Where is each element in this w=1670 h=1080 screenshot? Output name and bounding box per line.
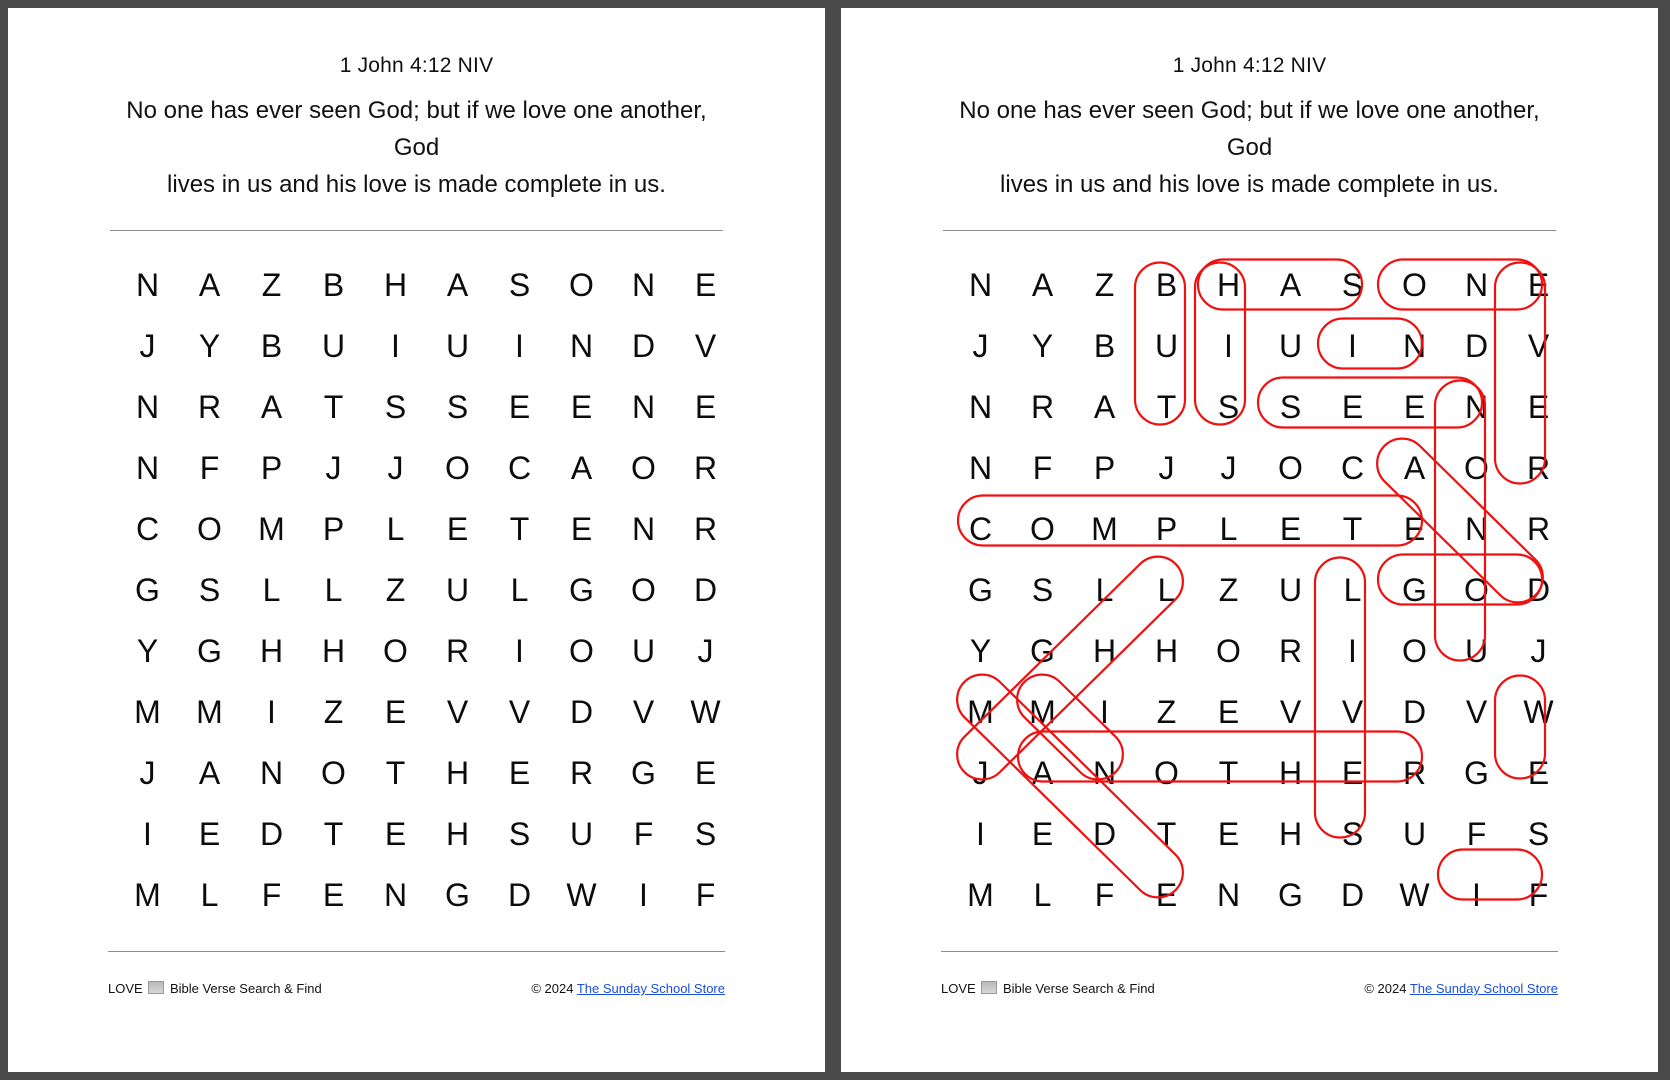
grid-cell: G [1030, 632, 1055, 669]
grid-cell: S [1341, 815, 1364, 852]
grid-cell: A [198, 754, 221, 791]
grid-cell: G [1464, 754, 1489, 791]
grid-cell: A [570, 449, 593, 486]
grid-cell: I [1348, 327, 1357, 364]
puzzle-page [8, 8, 825, 1072]
grid-cell: G [197, 632, 222, 669]
grid-cell: E [1217, 693, 1240, 730]
grid-cell: R [1278, 632, 1303, 669]
grid-cell: O [197, 510, 222, 547]
grid-cell: A [1279, 266, 1302, 303]
grid-cell: B [1155, 266, 1178, 303]
grid-cell: Z [261, 266, 282, 303]
grid-cell: G [968, 571, 993, 608]
grid-cell: U [1278, 571, 1303, 608]
grid-cell: U [1154, 327, 1179, 364]
grid-cell: C [968, 510, 993, 547]
grid-row [950, 438, 1570, 499]
grid-cell: T [1218, 754, 1239, 791]
grid-cell: E [1527, 754, 1550, 791]
grid-cell: L [1095, 571, 1114, 608]
grid-row [117, 804, 737, 865]
grid-cell: N [968, 388, 993, 425]
grid-cell: H [321, 632, 346, 669]
grid-cell: Y [969, 632, 992, 669]
grid-row [117, 377, 737, 438]
grid-cell: Z [385, 571, 406, 608]
grid-cell: I [1472, 876, 1481, 913]
grid-cell: F [261, 876, 282, 913]
grid-cell: B [322, 266, 345, 303]
grid-cell: E [1527, 388, 1550, 425]
grid-cell: E [1155, 876, 1178, 913]
grid-cell: R [693, 449, 718, 486]
grid-cell: J [139, 327, 156, 364]
grid-cell: E [446, 510, 469, 547]
grid-cell: E [1403, 388, 1426, 425]
verse-line-2: lives in us and his love is made complete in us. [1000, 171, 1499, 199]
grid-cell: V [1279, 693, 1302, 730]
letter-grid [950, 255, 1570, 926]
grid-row [117, 316, 737, 377]
grid-cell: R [1526, 510, 1551, 547]
grid-cell: N [631, 266, 656, 303]
grid-cell: N [631, 510, 656, 547]
grid-cell: S [1031, 571, 1054, 608]
grid-cell: T [323, 815, 344, 852]
grid-cell: C [507, 449, 532, 486]
grid-cell: H [1092, 632, 1117, 669]
grid-cell: O [1464, 449, 1489, 486]
grid-cell: R [1030, 388, 1055, 425]
grid-cell: I [639, 876, 648, 913]
grid-cell: T [1156, 815, 1177, 852]
grid-cell: U [1278, 327, 1303, 364]
grid-cell: F [1466, 815, 1487, 852]
page-footer [941, 980, 1558, 996]
grid-cell: O [1154, 754, 1179, 791]
grid-cell: O [1464, 571, 1489, 608]
grid-cell: U [445, 327, 470, 364]
grid-cell: Z [1156, 693, 1177, 730]
grid-cell: J [697, 632, 714, 669]
copyright-text: © 2024 [1364, 981, 1407, 996]
footer-title-prefix: LOVE [941, 981, 976, 996]
grid-cell: Z [1094, 266, 1115, 303]
grid-cell: W [566, 876, 597, 913]
grid-cell: E [508, 388, 531, 425]
grid-row [117, 682, 737, 743]
grid-cell: M [1091, 510, 1118, 547]
grid-cell: E [384, 693, 407, 730]
grid-cell: E [694, 388, 717, 425]
grid-cell: L [1033, 876, 1052, 913]
grid-cell: I [143, 815, 152, 852]
grid-cell: E [1341, 388, 1364, 425]
grid-cell: M [134, 693, 161, 730]
grid-cell: S [1341, 266, 1364, 303]
grid-cell: A [446, 266, 469, 303]
footer-title-suffix: Bible Verse Search & Find [1002, 981, 1155, 996]
grid-cell: E [570, 388, 593, 425]
grid-cell: A [1093, 388, 1116, 425]
grid-cell: O [321, 754, 346, 791]
grid-row [950, 621, 1570, 682]
grid-cell: S [694, 815, 717, 852]
grid-cell: N [1216, 876, 1241, 913]
grid-cell: E [508, 754, 531, 791]
grid-cell: G [631, 754, 656, 791]
grid-cell: F [1528, 876, 1549, 913]
grid-row [950, 804, 1570, 865]
grid-cell: M [967, 693, 994, 730]
grid-cell: O [569, 632, 594, 669]
grid-cell: G [135, 571, 160, 608]
book-icon [148, 981, 164, 994]
grid-cell: E [694, 266, 717, 303]
grid-cell: W [690, 693, 721, 730]
grid-row [950, 499, 1570, 560]
footer-title-prefix: LOVE [108, 981, 143, 996]
grid-cell: V [1527, 327, 1550, 364]
grid-cell: U [445, 571, 470, 608]
grid-cell: H [445, 815, 470, 852]
grid-cell: M [134, 876, 161, 913]
grid-cell: I [976, 815, 985, 852]
grid-row [117, 865, 737, 926]
grid-cell: L [386, 510, 405, 547]
grid-cell: E [1527, 266, 1550, 303]
puzzle-grid-wrap [117, 255, 721, 926]
grid-cell: G [445, 876, 470, 913]
grid-row [950, 865, 1570, 926]
grid-cell: I [1224, 327, 1233, 364]
grid-cell: V [508, 693, 531, 730]
grid-cell: E [570, 510, 593, 547]
page-footer [108, 980, 725, 996]
grid-cell: B [1093, 327, 1116, 364]
grid-cell: W [1523, 693, 1554, 730]
grid-cell: N [135, 388, 160, 425]
grid-row [117, 743, 737, 804]
solution-grid-wrap [950, 255, 1554, 926]
grid-cell: J [972, 327, 989, 364]
grid-cell: F [1032, 449, 1053, 486]
grid-cell: G [569, 571, 594, 608]
grid-cell: L [1343, 571, 1362, 608]
grid-cell: S [1279, 388, 1302, 425]
grid-cell: N [383, 876, 408, 913]
grid-cell: T [1156, 388, 1177, 425]
grid-cell: U [631, 632, 656, 669]
grid-cell: D [1526, 571, 1551, 608]
grid-cell: I [1100, 693, 1109, 730]
grid-cell: L [510, 571, 529, 608]
grid-cell: V [632, 693, 655, 730]
grid-cell: E [1403, 510, 1426, 547]
grid-cell: D [569, 693, 594, 730]
answer-key-page [841, 8, 1658, 1072]
page-title: 1 John 4:12 NIV [339, 54, 494, 77]
grid-cell: M [258, 510, 285, 547]
grid-cell: N [1464, 388, 1489, 425]
grid-cell: O [569, 266, 594, 303]
grid-cell: N [135, 266, 160, 303]
grid-cell: F [633, 815, 654, 852]
grid-cell: J [1220, 449, 1237, 486]
grid-cell: D [259, 815, 284, 852]
copyright-text: © 2024 [531, 981, 574, 996]
store-link[interactable]: The Sunday School Store [576, 981, 725, 996]
grid-cell: M [1029, 693, 1056, 730]
book-icon [981, 981, 997, 994]
page-title: 1 John 4:12 NIV [1172, 54, 1327, 77]
grid-cell: D [1092, 815, 1117, 852]
grid-cell: L [262, 571, 281, 608]
grid-cell: N [569, 327, 594, 364]
footer-divider [108, 951, 725, 952]
grid-cell: A [1031, 266, 1054, 303]
grid-cell: U [321, 327, 346, 364]
grid-cell: R [445, 632, 470, 669]
footer-title-suffix: Bible Verse Search & Find [169, 981, 322, 996]
grid-row [117, 438, 737, 499]
grid-cell: J [972, 754, 989, 791]
grid-cell: J [387, 449, 404, 486]
grid-cell: I [267, 693, 276, 730]
grid-row [950, 682, 1570, 743]
grid-cell: A [1031, 754, 1054, 791]
grid-cell: U [1464, 632, 1489, 669]
grid-cell: N [1464, 510, 1489, 547]
letter-grid [117, 255, 737, 926]
grid-cell: O [1216, 632, 1241, 669]
grid-cell: T [385, 754, 406, 791]
verse-line-1: No one has ever seen God; but if we love one another, God [959, 97, 1540, 162]
grid-cell: J [1158, 449, 1175, 486]
grid-cell: R [569, 754, 594, 791]
grid-cell: D [693, 571, 718, 608]
grid-cell: E [694, 754, 717, 791]
grid-cell: J [139, 754, 156, 791]
grid-cell: U [569, 815, 594, 852]
grid-cell: H [1154, 632, 1179, 669]
grid-cell: O [383, 632, 408, 669]
grid-cell: S [508, 815, 531, 852]
grid-row [950, 255, 1570, 316]
grid-row [117, 499, 737, 560]
grid-cell: V [694, 327, 717, 364]
grid-cell: E [384, 815, 407, 852]
grid-cell: I [515, 327, 524, 364]
grid-cell: S [384, 388, 407, 425]
grid-cell: V [1465, 693, 1488, 730]
grid-cell: O [631, 449, 656, 486]
grid-cell: H [383, 266, 408, 303]
grid-cell: J [325, 449, 342, 486]
grid-cell: L [1219, 510, 1238, 547]
grid-cell: N [968, 266, 993, 303]
grid-cell: M [196, 693, 223, 730]
grid-cell: S [198, 571, 221, 608]
grid-cell: O [1402, 266, 1427, 303]
verse-line-1: No one has ever seen God; but if we love one another, God [126, 97, 707, 162]
grid-cell: A [198, 266, 221, 303]
grid-cell: V [1341, 693, 1364, 730]
grid-cell: F [199, 449, 220, 486]
grid-cell: N [1402, 327, 1427, 364]
grid-row [117, 560, 737, 621]
header-divider [110, 230, 723, 231]
grid-cell: E [1279, 510, 1302, 547]
grid-cell: U [1402, 815, 1427, 852]
grid-cell: Z [323, 693, 344, 730]
grid-cell: B [260, 327, 283, 364]
grid-cell: F [1094, 876, 1115, 913]
grid-cell: F [695, 876, 716, 913]
grid-cell: D [1340, 876, 1365, 913]
grid-cell: S [446, 388, 469, 425]
grid-cell: D [507, 876, 532, 913]
grid-cell: P [1155, 510, 1178, 547]
header-divider [943, 230, 1556, 231]
grid-cell: P [260, 449, 283, 486]
grid-cell: N [1092, 754, 1117, 791]
grid-cell: E [1341, 754, 1364, 791]
grid-cell: T [509, 510, 530, 547]
grid-cell: E [1217, 815, 1240, 852]
grid-cell: T [1342, 510, 1363, 547]
grid-cell: S [508, 266, 531, 303]
grid-cell: S [1217, 388, 1240, 425]
grid-cell: C [135, 510, 160, 547]
grid-cell: I [391, 327, 400, 364]
grid-cell: V [446, 693, 469, 730]
footer-divider [941, 951, 1558, 952]
grid-cell: O [1402, 632, 1427, 669]
grid-cell: D [631, 327, 656, 364]
grid-cell: N [631, 388, 656, 425]
grid-cell: A [1403, 449, 1426, 486]
grid-cell: W [1399, 876, 1430, 913]
grid-cell: P [1093, 449, 1116, 486]
grid-cell: G [1402, 571, 1427, 608]
grid-cell: M [967, 876, 994, 913]
grid-cell: N [135, 449, 160, 486]
grid-cell: N [1464, 266, 1489, 303]
grid-row [117, 255, 737, 316]
grid-cell: R [197, 388, 222, 425]
grid-cell: E [322, 876, 345, 913]
grid-cell: P [322, 510, 345, 547]
grid-cell: Z [1218, 571, 1239, 608]
grid-cell: O [1030, 510, 1055, 547]
grid-cell: I [1348, 632, 1357, 669]
store-link[interactable]: The Sunday School Store [1409, 981, 1558, 996]
grid-cell: R [1402, 754, 1427, 791]
grid-cell: C [1340, 449, 1365, 486]
grid-cell: O [445, 449, 470, 486]
grid-cell: L [200, 876, 219, 913]
grid-cell: T [323, 388, 344, 425]
grid-cell: Y [1031, 327, 1054, 364]
grid-cell: H [1216, 266, 1241, 303]
grid-row [950, 743, 1570, 804]
grid-cell: E [1031, 815, 1054, 852]
grid-cell: L [324, 571, 343, 608]
grid-cell: I [515, 632, 524, 669]
grid-row [117, 621, 737, 682]
grid-cell: L [1157, 571, 1176, 608]
grid-cell: D [1402, 693, 1427, 730]
grid-cell: Y [136, 632, 159, 669]
grid-cell: H [259, 632, 284, 669]
verse-line-2: lives in us and his love is made complete in us. [167, 171, 666, 199]
grid-cell: A [260, 388, 283, 425]
grid-cell: R [693, 510, 718, 547]
grid-cell: H [445, 754, 470, 791]
grid-cell: J [1530, 632, 1547, 669]
grid-cell: G [1278, 876, 1303, 913]
grid-cell: Y [198, 327, 221, 364]
grid-cell: E [198, 815, 221, 852]
grid-cell: N [259, 754, 284, 791]
grid-cell: O [631, 571, 656, 608]
grid-cell: S [1527, 815, 1550, 852]
grid-row [950, 377, 1570, 438]
grid-cell: H [1278, 754, 1303, 791]
grid-row [950, 560, 1570, 621]
grid-cell: N [968, 449, 993, 486]
grid-cell: D [1464, 327, 1489, 364]
grid-cell: H [1278, 815, 1303, 852]
grid-cell: R [1526, 449, 1551, 486]
grid-row [950, 316, 1570, 377]
grid-cell: O [1278, 449, 1303, 486]
